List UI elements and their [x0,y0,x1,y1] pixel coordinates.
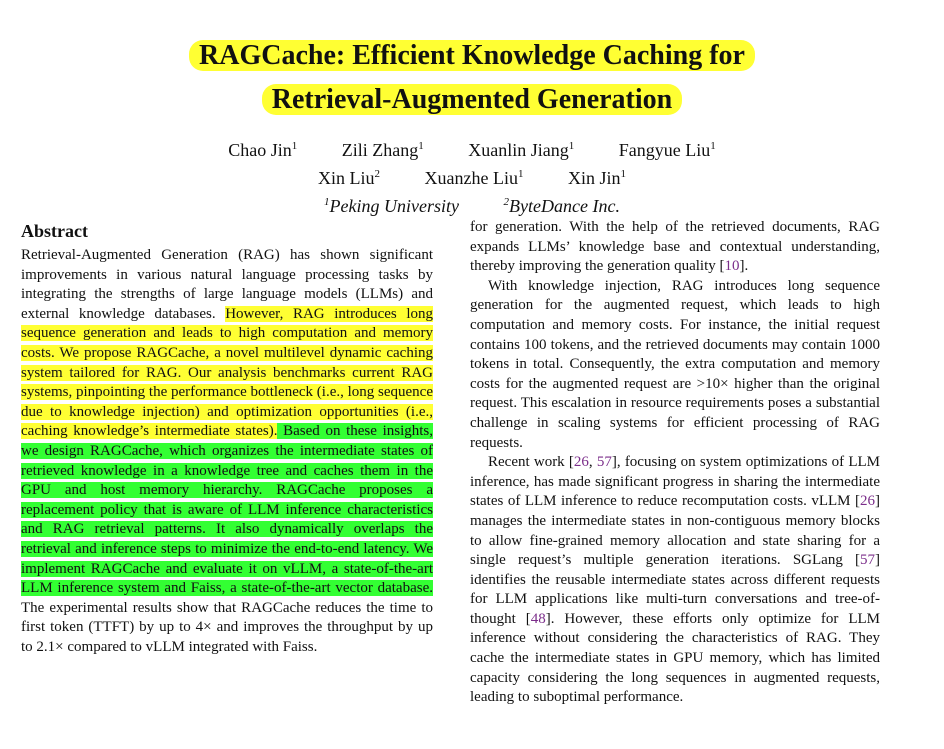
affiliation: $^2$ByteDance Inc. [503,196,620,216]
title-line-2: Retrieval-Augmented Generation [262,84,682,115]
affiliation-row [0,190,944,218]
author-name: Xuanlin Jiang$^1$ [468,140,575,160]
highlight-yellow: However, RAG introduces long sequence generation and leads to high computation and memory costs. We propose RAGCache, a novel multilevel dynamic caching system tailored for RAG. Our analysis benchmarks current RAG systems, pinpointing the performance bottleneck (i.e., long sequence due to knowledge injection) and optimization opportunities (i.e., caching knowledge’s intermediate states). [21,305,433,440]
citation-link[interactable]: 57 [596,454,612,471]
abstract-heading: Abstract [21,221,88,241]
author-name: Xin Liu$^2$ [318,168,380,188]
author-block [0,134,944,218]
author-name: Xin Jin$^1$ [567,168,626,188]
paper-title [0,34,944,122]
title-line-1: RAGCache: Efficient Knowledge Caching for [189,40,755,71]
author-name: Xuanzhe Liu$^1$ [424,168,524,188]
intro-paragraph-2: With knowledge injection, RAG introduces long sequence generation for the augmented request, which leads to high computation and memory costs. For instance, the initial request contains 100 tokens, and the retrieved documents may contain 1000 tokens in total. Consequently, the extra computation and memory costs for the augmented request are >10× higher than the original request. This escalation in resource requirements poses a substantial challenge in scaling systems for efficient processing of RAG requests. [470,277,880,451]
abstract-plain-start: Retrieval-Augmented Generation (RAG) has shown significant improvements in various natural language processing tasks by integrating the strengths of large language models (LLMs) and external knowledge databases. [21,247,433,322]
author-row-2 [0,162,944,190]
citation-link[interactable]: 48 [530,610,546,627]
author-name: Zili Zhang$^1$ [341,140,424,160]
citation-link[interactable]: 10 [724,258,740,275]
affiliation: $^1$Peking University [324,196,460,216]
highlight-green: Based on these insights, we design RAGCache, which organizes the intermediate states of retrieved knowledge in a knowledge tree and caches them in the GPU and host memory hierarchy. RAGCache proposes a replacement policy that is aware of LLM inference characteristics and RAG retrieval patterns. It also dynamically overlaps the retrieval and inference steps to minimize the end-to-end latency. We implement RAGCache and evaluate it on vLLM, a state-of-the-art LLM inference system and Faiss, a state-of-the-art vector database. [21,423,433,597]
citation-link[interactable]: 26 [860,493,875,510]
author-name: Fangyue Liu$^1$ [618,140,716,160]
author-name: Chao Jin$^1$ [228,140,298,160]
citation-link[interactable]: 26 [573,454,589,471]
abstract-text [21,246,433,657]
intro-paragraph-1: for generation. With the help of the retrieved documents, RAG expands LLMs’ knowledge base and contextual understanding, thereby improving the generation quality [10]. [470,219,880,275]
abstract-column [21,218,433,657]
intro-column [470,218,880,708]
citation-link[interactable]: 57 [860,552,875,569]
intro-paragraph-3: Recent work [26, 57], focusing on system optimizations of LLM inference, has made significant progress in sharing the intermediate states of LLM inference to reduce recomputation costs. vLLM [26] manages the intermediate states in non-contiguous memory blocks to allow fine-grained memory allocation and state sharing for a single request’s multiple generation iterations. SGLang [57] identifies the reusable intermediate states across different requests for LLM applications like multi-turn conversations and tree-of-thought [48]. However, these efforts only optimize for LLM inference without considering the characteristics of RAG. They cache the intermediate states in GPU memory, which has limited capacity considering the long sequences in augmented requests, leading to suboptimal performance. [470,454,881,706]
author-row-1 [0,134,944,162]
abstract-plain-end: The experimental results show that RAGCache reduces the time to first token (TTFT) by up to 4× and improves the throughput by up to 2.1× compared to vLLM integrated with Faiss. [21,599,433,655]
